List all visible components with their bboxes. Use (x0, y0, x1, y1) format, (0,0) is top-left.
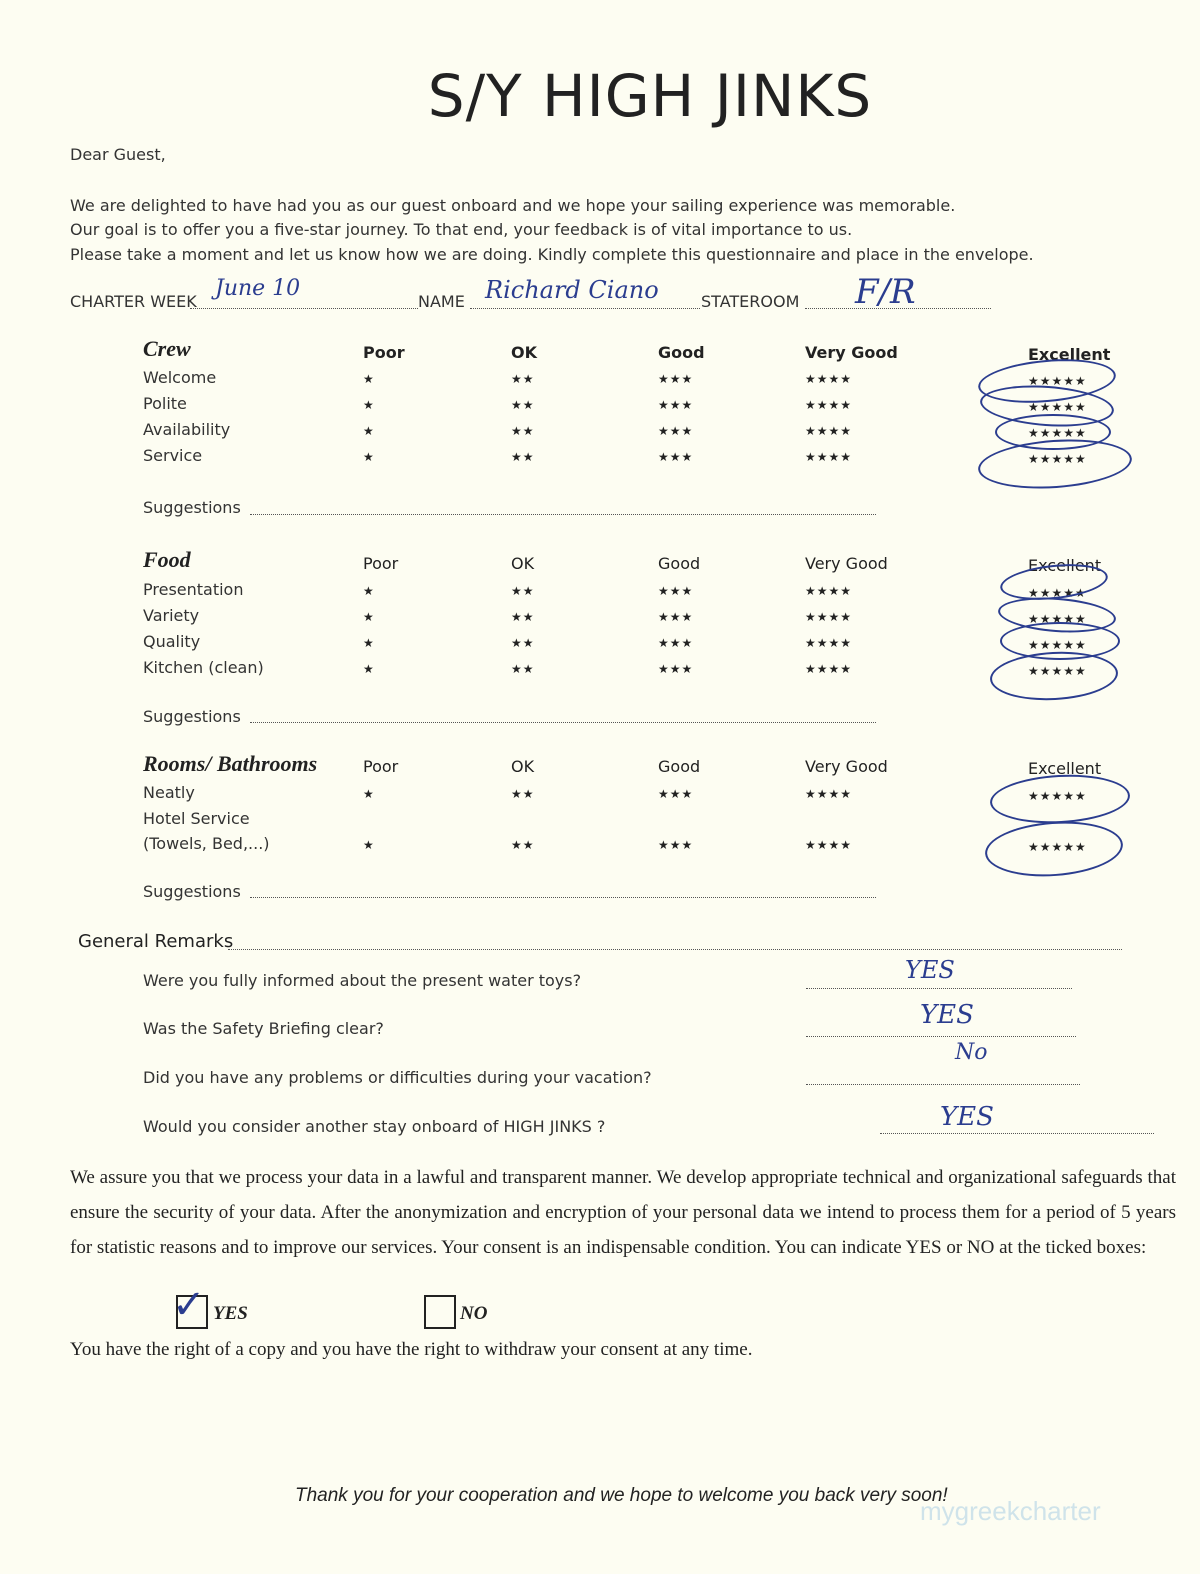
rating-5-star[interactable]: ★★★★★ (1028, 638, 1087, 652)
rating-1-star[interactable]: ★ (363, 372, 375, 386)
column-good: Good (658, 343, 705, 362)
rating-4-star[interactable]: ★★★★ (805, 424, 853, 438)
rating-4-star[interactable]: ★★★★ (805, 636, 853, 650)
watermark-logo: mygreekcharter (920, 1496, 1101, 1526)
column-very-good: Very Good (805, 757, 888, 776)
stateroom-field[interactable]: F/R (855, 272, 916, 312)
rating-4-star[interactable]: ★★★★ (805, 372, 853, 386)
answer-line (806, 1084, 1080, 1085)
rating-1-star[interactable]: ★ (363, 662, 375, 676)
rooms-row-label: (Towels, Bed,...) (143, 834, 270, 853)
rating-1-star[interactable]: ★ (363, 424, 375, 438)
rating-1-star[interactable]: ★ (363, 584, 375, 598)
rating-4-star[interactable]: ★★★★ (805, 787, 853, 801)
answer-field[interactable]: YES (905, 956, 955, 984)
general-remarks-label: General Remarks (78, 931, 234, 952)
rating-2-star[interactable]: ★★ (511, 450, 535, 464)
column-poor: Poor (363, 343, 405, 362)
rating-1-star[interactable]: ★ (363, 610, 375, 624)
question-text: Was the Safety Briefing clear? (143, 1019, 384, 1038)
rating-5-star[interactable]: ★★★★★ (1028, 586, 1087, 600)
rooms-row-label: Neatly (143, 783, 195, 802)
rating-2-star[interactable]: ★★ (511, 838, 535, 852)
answer-line (806, 988, 1072, 989)
charter-week-line (190, 308, 418, 309)
rating-5-star[interactable]: ★★★★★ (1028, 840, 1087, 854)
selection-circle (977, 435, 1134, 494)
charter-week-field[interactable]: June 10 (215, 276, 301, 301)
column-excellent: Excellent (1028, 345, 1111, 364)
rating-3-star[interactable]: ★★★ (658, 787, 694, 801)
name-line (470, 308, 700, 309)
rating-4-star[interactable]: ★★★★ (805, 584, 853, 598)
selection-circle (989, 649, 1119, 704)
column-ok: OK (511, 757, 535, 776)
consent-yes-label: YES (213, 1303, 248, 1324)
rating-2-star[interactable]: ★★ (511, 787, 535, 801)
form-title: S/Y HIGH JINKS (427, 62, 873, 130)
column-good: Good (658, 554, 701, 573)
food-row-label: Kitchen (clean) (143, 658, 264, 677)
rooms-section-title: Rooms/ Bathrooms (143, 751, 318, 776)
food-row-label: Variety (143, 606, 200, 625)
greeting: Dear Guest, (70, 145, 166, 164)
question-text: Did you have any problems or difficulties during your vacation? (143, 1068, 652, 1087)
question-text: Were you fully informed about the present water toys? (143, 971, 582, 990)
rating-2-star[interactable]: ★★ (511, 398, 535, 412)
rating-5-star[interactable]: ★★★★★ (1028, 452, 1087, 466)
question-text: Would you consider another stay onboard of HIGH JINKS ? (143, 1117, 606, 1136)
crew-row-label: Polite (143, 394, 187, 413)
answer-line (880, 1133, 1154, 1134)
rooms-suggestions-field[interactable] (250, 897, 876, 898)
rating-3-star[interactable]: ★★★ (658, 584, 694, 598)
consent-no-label: NO (460, 1303, 488, 1324)
column-poor: Poor (363, 554, 399, 573)
rating-5-star[interactable]: ★★★★★ (1028, 612, 1087, 626)
food-row-label: Quality (143, 632, 201, 651)
rating-4-star[interactable]: ★★★★ (805, 450, 853, 464)
rating-3-star[interactable]: ★★★ (658, 398, 694, 412)
column-ok: OK (511, 554, 535, 573)
rating-5-star[interactable]: ★★★★★ (1028, 426, 1087, 440)
rating-3-star[interactable]: ★★★ (658, 636, 694, 650)
rating-4-star[interactable]: ★★★★ (805, 838, 853, 852)
food-section-title: Food (143, 547, 191, 572)
rating-1-star[interactable]: ★ (363, 450, 375, 464)
answer-line (806, 1036, 1076, 1037)
rating-1-star[interactable]: ★ (363, 398, 375, 412)
rating-3-star[interactable]: ★★★ (658, 372, 694, 386)
rating-1-star[interactable]: ★ (363, 838, 375, 852)
general-remarks-field[interactable] (228, 949, 1122, 950)
rating-3-star[interactable]: ★★★ (658, 838, 694, 852)
thank-you-message: Thank you for your cooperation and we hope to welcome you back very soon! (295, 1485, 948, 1506)
rating-5-star[interactable]: ★★★★★ (1028, 789, 1087, 803)
crew-section-title: Crew (143, 336, 191, 361)
column-very-good: Very Good (805, 343, 898, 362)
rating-2-star[interactable]: ★★ (511, 662, 535, 676)
rating-1-star[interactable]: ★ (363, 787, 375, 801)
column-excellent: Excellent (1028, 556, 1102, 575)
column-poor: Poor (363, 757, 399, 776)
crew-row-label: Service (143, 446, 203, 465)
crew-row-label: Availability (143, 420, 231, 439)
answer-field[interactable]: YES (920, 1000, 974, 1030)
name-label: NAME (418, 292, 465, 311)
intro-line-1: We are delighted to have had you as our guest onboard and we hope your sailing experience was memorable. (70, 196, 956, 215)
rooms-suggestions-label: Suggestions (143, 882, 241, 901)
answer-field[interactable]: YES (940, 1102, 994, 1132)
rating-2-star[interactable]: ★★ (511, 372, 535, 386)
column-excellent: Excellent (1028, 759, 1102, 778)
crew-suggestions-field[interactable] (250, 514, 876, 515)
rating-4-star[interactable]: ★★★★ (805, 662, 853, 676)
intro-line-3: Please take a moment and let us know how we are doing. Kindly complete this questionnaire and place in the envelope. (70, 245, 1034, 264)
crew-row-label: Welcome (143, 368, 217, 387)
answer-field[interactable]: No (955, 1040, 988, 1065)
rating-3-star[interactable]: ★★★ (658, 610, 694, 624)
rating-5-star[interactable]: ★★★★★ (1028, 374, 1087, 388)
charter-week-label: CHARTER WEEK (70, 292, 197, 311)
selection-circle (983, 817, 1124, 880)
rating-3-star[interactable]: ★★★ (658, 662, 694, 676)
food-suggestions-label: Suggestions (143, 707, 241, 726)
column-good: Good (658, 757, 701, 776)
rating-3-star[interactable]: ★★★ (658, 424, 694, 438)
name-field[interactable]: Richard Ciano (485, 276, 659, 304)
column-very-good: Very Good (805, 554, 888, 573)
consent-no-checkbox[interactable] (424, 1295, 456, 1329)
rights-text: You have the right of a copy and you have the right to withdraw your consent at any time. (70, 1339, 753, 1360)
rating-2-star[interactable]: ★★ (511, 424, 535, 438)
rating-3-star[interactable]: ★★★ (658, 450, 694, 464)
rating-2-star[interactable]: ★★ (511, 610, 535, 624)
intro-line-2: Our goal is to offer you a five-star journey. To that end, your feedback is of vital importance to us. (70, 220, 853, 239)
consent-paragraph: We assure you that we process your data in a lawful and transparent manner. We develop appropriate technical and organizational safeguards that ensure the security of your data. After the anonymization and encryption of your personal data we intend to process them for a period of 5 years for statistic reasons and to improve our services. Your consent is an indispensable condition. You can indicate YES or NO at the ticked boxes: (70, 1167, 1176, 1258)
rating-5-star[interactable]: ★★★★★ (1028, 664, 1087, 678)
check-mark-icon: ✓ (172, 1282, 206, 1328)
food-row-label: Presentation (143, 580, 244, 599)
rooms-row-label: Hotel Service (143, 809, 250, 828)
rating-1-star[interactable]: ★ (363, 636, 375, 650)
column-ok: OK (511, 343, 537, 362)
rating-4-star[interactable]: ★★★★ (805, 610, 853, 624)
selection-circle (989, 771, 1131, 826)
crew-suggestions-label: Suggestions (143, 498, 241, 517)
food-suggestions-field[interactable] (250, 722, 876, 723)
rating-5-star[interactable]: ★★★★★ (1028, 400, 1087, 414)
rating-4-star[interactable]: ★★★★ (805, 398, 853, 412)
rating-2-star[interactable]: ★★ (511, 584, 535, 598)
stateroom-label: STATEROOM (701, 292, 800, 311)
rating-2-star[interactable]: ★★ (511, 636, 535, 650)
